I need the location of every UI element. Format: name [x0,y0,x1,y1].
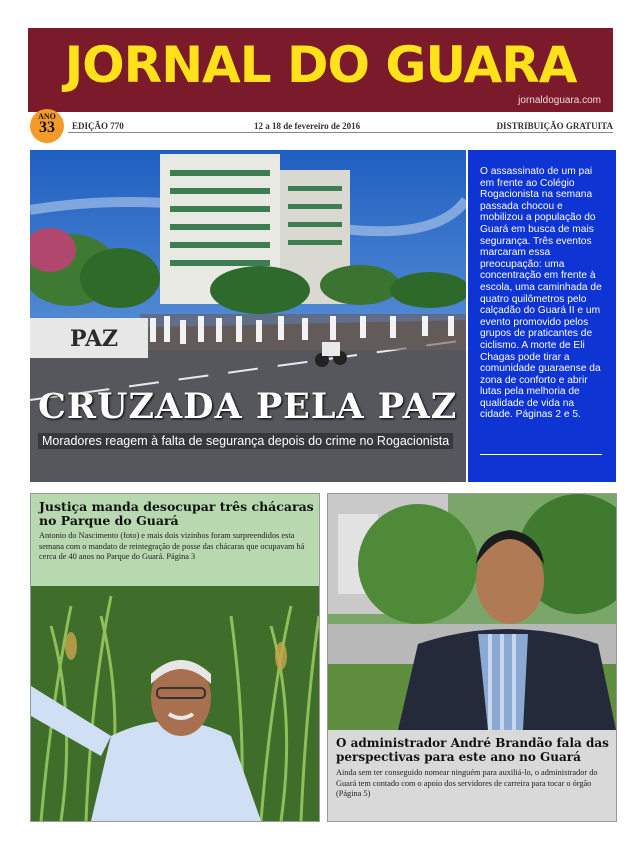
story-eviction[interactable] [30,493,320,822]
ano-badge [30,109,64,143]
story-eviction-summary: Antonio do Nascimento (foto) e mais dois vizinhos foram surpreendidos esta semana com o mandato de reintegração de posse das chácaras que ocupavam há cerca de 40 anos no Parque do Guará. Página 3 [39,531,305,561]
lead-sidebar-text: O assassinato de um pai em frente ao Colégio Rogacionista na semana passada chocou e mobilizou a população do Guará em busca de mais segurança. Três eventos marcaram essa preocupação: uma concentração em frente à escola, uma caminhada de quatro quilômetros pelo calçadão do Guará II e um evento promovido pelos grupos de praticantes de ciclismo. A morte de Eli Chagas pode tirar a comunidade guaraense da zona de conforto e abrir lutas pela melhoria de qualidade de vida na cidade. Páginas 2 e 5. [480,166,602,421]
ano-number: 33 [39,119,55,136]
newspaper-title: JORNAL DO GUARA [64,36,577,94]
administrator-photo [328,494,616,730]
farmer-photo-illustration [31,586,319,821]
ano-label: ANO [38,112,56,121]
story-administrator-summary: Ainda sem ter conseguido nomear ninguém para auxiliá-lo, o administrador do Guará tem contado com o apoio dos servidores de carreira para tocar o órgão (Página 5) [336,768,598,798]
lead-story[interactable] [30,150,616,482]
issue-date: 12 a 18 de fevereiro de 2016 [254,121,361,131]
banner-text: PAZ [70,326,119,352]
lead-headline[interactable]: CRUZADA PELA PAZ [38,386,458,427]
lead-subheadline: Moradores reagem à falta de segurança depois do crime no Rogacionista [38,433,453,449]
story-administrator-footer [328,730,616,821]
website-link[interactable]: jornaldoguara.com [518,95,601,106]
issue-divider [68,132,613,133]
story-administrator-headline[interactable]: O administrador André Brandão fala das perspectivas para este ano no Guará [336,736,609,764]
masthead [28,28,613,112]
lead-sidebar [468,150,616,482]
issue-bar [28,113,613,139]
story-eviction-header [31,494,319,586]
story-eviction-headline[interactable]: Justiça manda desocupar três chácaras no Parque do Guará [39,499,314,528]
sidebar-rule [480,454,602,455]
march-photo [30,150,466,482]
distribution-note: DISTRIBUIÇÃO GRATUITA [496,121,613,131]
administrator-photo-illustration [328,494,616,730]
edition-number: EDIÇÃO 770 [72,121,124,131]
farmer-photo [31,586,319,821]
story-administrator[interactable] [327,493,617,822]
